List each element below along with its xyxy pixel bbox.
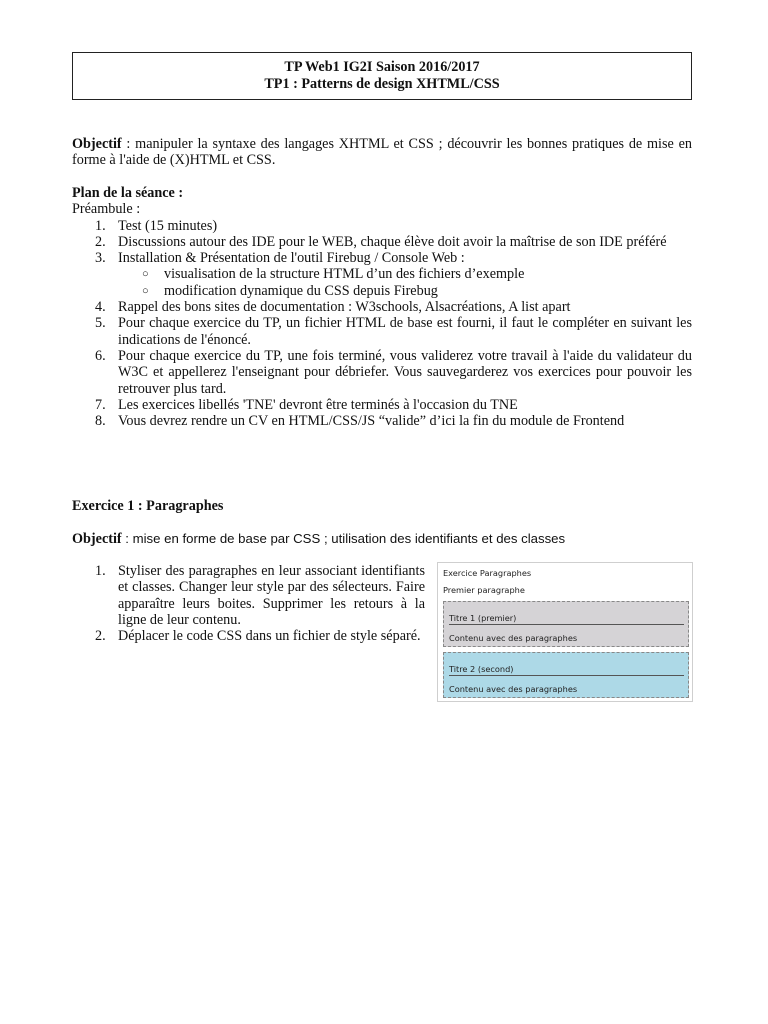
screenshot-box-2-title: Titre 2 (second)	[449, 664, 684, 676]
exercise-1-heading: Exercice 1 : Paragraphes	[72, 498, 224, 514]
screenshot-box-2	[443, 652, 689, 698]
sub-list-item: ○ modification dynamique du CSS depuis Firebug	[142, 282, 438, 299]
list-item: 8. Vous devrez rendre un CV en HTML/CSS/JS “valide” d’ici la fin du module de Frontend	[95, 413, 625, 430]
plan-list	[72, 218, 692, 430]
screenshot-box-1-title: Titre 1 (premier)	[449, 613, 684, 625]
plan-preambule: Préambule :	[72, 201, 141, 218]
list-item: 1. Styliser des paragraphes en leur associant identifiants et classes. Changer leur style par des sélecteurs. Faire apparaître leurs boites. Supprimer les retours à la ligne de leur contenu.	[95, 563, 425, 628]
objective-label: Objectif	[72, 136, 122, 152]
circle-bullet-icon: ○	[142, 268, 149, 281]
session-plan	[72, 185, 692, 429]
list-item: 2. Discussions autour des IDE pour le WEB, chaque élève doit avoir la maîtrise de son IDE préféré	[95, 233, 667, 250]
list-item: 1. Test (15 minutes)	[95, 217, 218, 234]
list-item: 2. Déplacer le code CSS dans un fichier de style séparé.	[95, 628, 421, 645]
sub-list-item: ○ visualisation de la structure HTML d’un des fichiers d’exemple	[142, 266, 525, 283]
screenshot-box-2-content: Contenu avec des paragraphes	[449, 684, 578, 694]
screenshot-first-paragraph: Premier paragraphe	[443, 585, 525, 595]
list-item: 7. Les exercices libellés 'TNE' devront être terminés à l'occasion du TNE	[95, 396, 518, 413]
list-item: 3. Installation & Présentation de l'outil Firebug / Console Web : ○ visualisation de la structure HTML d’un des fichiers d’exemple ○ modification dynamique du CSS depuis Firebug	[72, 250, 692, 299]
list-item: 6. Pour chaque exercice du TP, une fois terminé, vous validerez votre travail à l'aide du validateur du W3C et appellerez l'enseignant pour débriefer. Vous sauvegarderez vos exercices pour pouvoir les retrouver plus tard.	[95, 347, 692, 397]
plan-sublist	[118, 266, 692, 299]
list-item: 5. Pour chaque exercice du TP, un fichier HTML de base est fourni, il faut le compléter en suivant les indications de l'énoncé.	[95, 315, 692, 348]
circle-bullet-icon: ○	[142, 284, 149, 297]
document-title-box	[72, 52, 692, 100]
exercise-1-steps	[72, 563, 425, 644]
example-screenshot	[437, 562, 693, 702]
screenshot-box-1	[443, 601, 689, 647]
exercise-1-objective: Objectif : mise en forme de base par CSS ; utilisation des identifiants et des classes	[72, 531, 566, 547]
screenshot-box-1-content: Contenu avec des paragraphes	[449, 633, 578, 643]
plan-heading: Plan de la séance :	[72, 185, 184, 201]
list-item: 4. Rappel des bons sites de documentation : W3schools, Alsacréations, A list apart	[95, 299, 571, 316]
document-title: TP Web1 IG2I Saison 2016/2017	[284, 59, 480, 75]
objective-text: : manipuler la syntaxe des langages XHTML et CSS ; découvrir les bonnes pratiques de mise en forme à l'aide de (X)HTML et CSS.	[72, 136, 692, 169]
screenshot-heading: Exercice Paragraphes	[443, 568, 532, 578]
document-subtitle: TP1 : Patterns de design XHTML/CSS	[264, 76, 500, 92]
objective-paragraph	[72, 136, 692, 169]
